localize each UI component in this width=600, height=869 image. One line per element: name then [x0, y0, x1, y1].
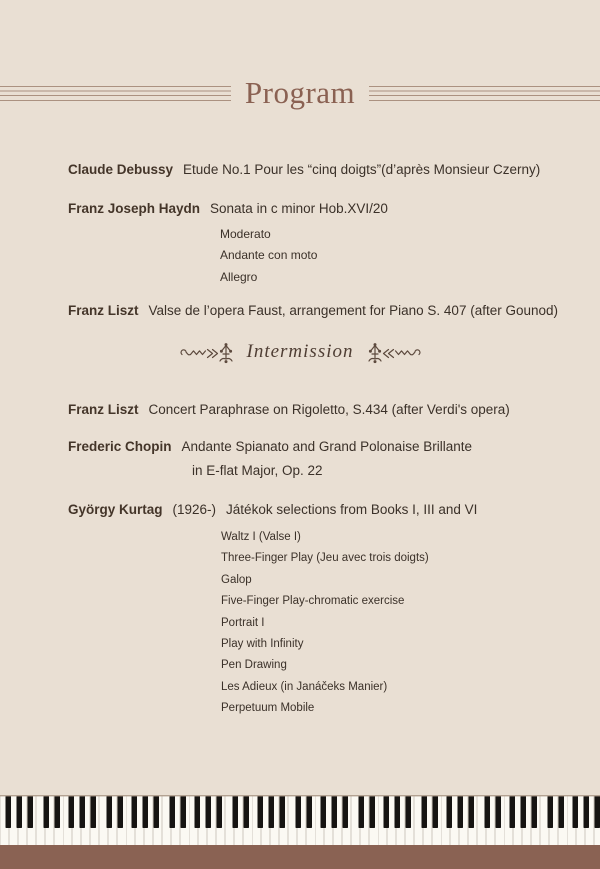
- composer-name: Frederic Chopin: [68, 439, 172, 454]
- program-entry-haydn: [68, 200, 580, 288]
- composer-name: Claude Debussy: [68, 162, 174, 177]
- piece: Waltz I (Valse I): [221, 531, 301, 543]
- movement: Andante con moto: [220, 248, 318, 263]
- piece: Three-Finger Play (Jeu avec trois doigts): [221, 552, 429, 565]
- work-title: Concert Paraphrase on Rigoletto, S.434 (after Verdi's opera): [148, 402, 510, 417]
- intermission-row: [0, 339, 600, 365]
- flourish-ornament-left-icon: [179, 341, 237, 364]
- title-row: [0, 72, 600, 114]
- composer-name: Franz Joseph Haydn: [68, 201, 201, 216]
- program-entry-liszt-rigoletto: [68, 401, 580, 418]
- composer-name: Franz Liszt: [68, 402, 139, 417]
- movement: Allegro: [220, 269, 258, 284]
- flourish-ornament-right-icon: [364, 341, 422, 364]
- page-title: Program: [244, 75, 356, 110]
- movement-list: [68, 224, 580, 288]
- piece: Portrait I: [221, 616, 265, 629]
- work-title: Valse de l’opera Faust, arrangement for Piano S. 407 (after Gounod): [148, 303, 558, 318]
- movement: Moderato: [220, 227, 271, 241]
- staff-rule-left: [0, 86, 231, 101]
- program-entry-liszt-faust: [68, 302, 580, 319]
- program-entry-chopin: [68, 438, 580, 479]
- piece: Perpetuum Mobile: [221, 702, 315, 715]
- intermission-label: Intermission: [246, 341, 354, 362]
- work-title: Játékok selections from Books I, III and VI: [226, 502, 478, 517]
- piano-keyboard-image: [0, 795, 600, 845]
- work-title: Etude No.1 Pour les “cinq doigts”(d’après Monsieur Czerny): [183, 162, 541, 177]
- piece: Pen Drawing: [221, 659, 287, 672]
- program-entry-debussy: [68, 161, 580, 178]
- piece: Galop: [221, 573, 252, 586]
- piece: Les Adieux (in Janáčeks Manier): [221, 680, 388, 693]
- work-title: Sonata in c minor Hob.XVI/20: [210, 201, 388, 216]
- staff-rule-right: [369, 86, 600, 101]
- work-title: Andante Spianato and Grand Polonaise Brillante: [181, 439, 472, 454]
- work-title-continued: in E-flat Major, Op. 22: [192, 463, 323, 478]
- composer-name: György Kurtag: [68, 502, 163, 517]
- piece: Five-Finger Play-chromatic exercise: [221, 595, 405, 608]
- piece-list: [68, 527, 580, 720]
- program-entry-kurtag: [68, 501, 580, 720]
- composer-dates: (1926-): [172, 502, 217, 517]
- piece: Play with Infinity: [221, 638, 304, 651]
- footer-bar: [0, 845, 600, 869]
- composer-name: Franz Liszt: [68, 303, 139, 318]
